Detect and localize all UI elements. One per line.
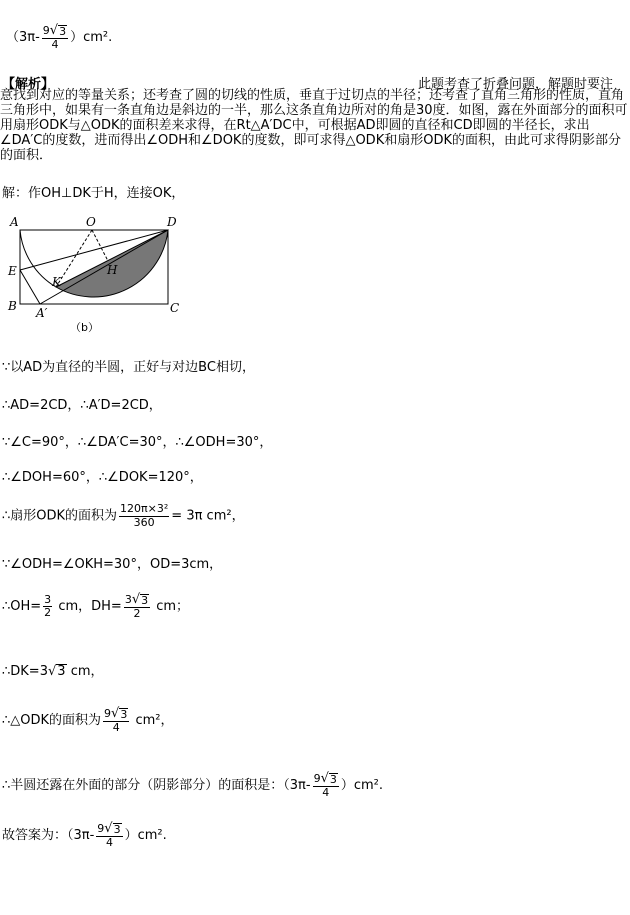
l9-den: 4 bbox=[112, 720, 120, 734]
analysis-body: 意找到对应的等量关系；还考查了圆的切线的性质，垂直于过切点的半径；还考查了直角三角形的性质，直角三角形中，如果有一条直角边是斜边的一半，那么这条直角边所对的角是30度．如图，露在外面部分的面积可用扇形ODK与△ODK的面积差来求得，在Rt△A′DC中，可根据AD即圆的直径和CD即圆的半径长，求出∠DA′C的度数，进而得出∠ODH和∠DOK的度数，即可求得△ODK和扇形ODK的面积，由此可求得阴影部分的面积． bbox=[0, 88, 628, 163]
l9-fraction: 9 √ 3 4 bbox=[104, 706, 128, 734]
l5-den: 360 bbox=[133, 515, 155, 529]
label-e: E bbox=[8, 264, 17, 278]
l8-root: 3 bbox=[57, 664, 66, 679]
line-5 bbox=[2, 503, 245, 529]
line-11 bbox=[2, 822, 167, 849]
answer-suffix: ）cm². bbox=[70, 30, 113, 46]
l9-post: cm²， bbox=[135, 713, 174, 729]
l8-post: cm， bbox=[70, 664, 104, 679]
l11-num-coef: 9 bbox=[97, 822, 105, 835]
label-k: K bbox=[52, 275, 61, 289]
l10-num-coef: 9 bbox=[313, 772, 321, 785]
l10-num-root: 3 bbox=[329, 773, 337, 786]
l7-pre: ∴OH= bbox=[2, 599, 42, 615]
figure-caption: （b） bbox=[70, 321, 99, 334]
line-6: ∵∠ODH=∠OKH=30°，OD=3cm， bbox=[2, 557, 223, 572]
line-2: ∴AD=2CD，∴A′D=2CD， bbox=[2, 398, 162, 413]
line-4: ∴∠DOH=60°，∴∠DOK=120°， bbox=[2, 470, 203, 485]
l11-post: ）cm². bbox=[124, 828, 167, 844]
l7-fraction-dh: 3 √ 3 2 bbox=[124, 592, 149, 620]
geometry-figure bbox=[0, 208, 200, 338]
label-c: C bbox=[170, 301, 180, 315]
line-10 bbox=[2, 772, 383, 799]
l11-pre: 故答案为：（3π- bbox=[2, 828, 95, 844]
l7-num: 3 bbox=[44, 592, 52, 606]
answer-prefix: （3π- bbox=[6, 30, 40, 46]
label-o: O bbox=[86, 215, 96, 229]
l7-den: 2 bbox=[44, 606, 52, 620]
num-coef: 9 bbox=[42, 24, 50, 37]
segment-ea bbox=[20, 270, 40, 304]
label-d: D bbox=[167, 215, 177, 229]
analysis-right-text: 此题考查了折叠问题，解题时要注 bbox=[418, 77, 614, 92]
dashed-oh bbox=[92, 230, 108, 261]
label-a-prime: A′ bbox=[36, 306, 48, 320]
line-1: ∵以AD为直径的半圆，正好与对边BC相切， bbox=[2, 360, 255, 375]
l5-fraction bbox=[119, 503, 169, 529]
l7-num2-root: 3 bbox=[141, 594, 149, 607]
l11-fraction: 9 √ 3 4 bbox=[97, 821, 121, 849]
line-9 bbox=[2, 707, 174, 734]
l5-post: = 3π cm²， bbox=[171, 508, 245, 524]
top-answer bbox=[6, 24, 112, 51]
label-h: H bbox=[107, 263, 118, 277]
l10-pre: ∴半圆还露在外面的部分（阴影部分）的面积是：（3π- bbox=[2, 778, 311, 794]
analysis-heading: 【解析】 bbox=[2, 77, 55, 92]
l10-post: ）cm². bbox=[340, 778, 384, 794]
l10-den: 4 bbox=[322, 785, 330, 799]
line-8: ∴DK=3 √ 3 cm， bbox=[2, 664, 104, 679]
solution-intro: 解：作OH⊥DK于H，连接OK， bbox=[2, 186, 185, 201]
l10-fraction: 9 √ 3 4 bbox=[313, 771, 337, 799]
den: 4 bbox=[51, 37, 59, 51]
label-a: A bbox=[10, 215, 19, 229]
l7-fraction-oh bbox=[43, 594, 52, 620]
l11-num-root: 3 bbox=[113, 823, 121, 836]
l8-pre: ∴DK=3 bbox=[2, 664, 48, 679]
l5-pre: ∴扇形ODK的面积为 bbox=[2, 508, 118, 524]
l7-den2: 2 bbox=[133, 606, 141, 620]
l9-num-coef: 9 bbox=[104, 707, 112, 720]
num-root: 3 bbox=[59, 25, 67, 38]
l7-num2-coef: 3 bbox=[124, 593, 132, 606]
l9-pre: ∴△ODK的面积为 bbox=[2, 713, 102, 729]
l11-den: 4 bbox=[105, 835, 113, 849]
label-b: B bbox=[8, 299, 17, 313]
line-7 bbox=[2, 593, 189, 620]
l9-num-root: 3 bbox=[120, 708, 128, 721]
l7-post: cm； bbox=[156, 599, 190, 615]
answer-fraction: 9 √ 3 4 bbox=[42, 23, 67, 51]
l5-num: 120π×3² bbox=[120, 502, 169, 515]
l7-mid: cm，DH= bbox=[58, 599, 122, 615]
line-3: ∵∠C=90°，∴∠DA′C=30°，∴∠ODH=30°， bbox=[2, 435, 273, 450]
